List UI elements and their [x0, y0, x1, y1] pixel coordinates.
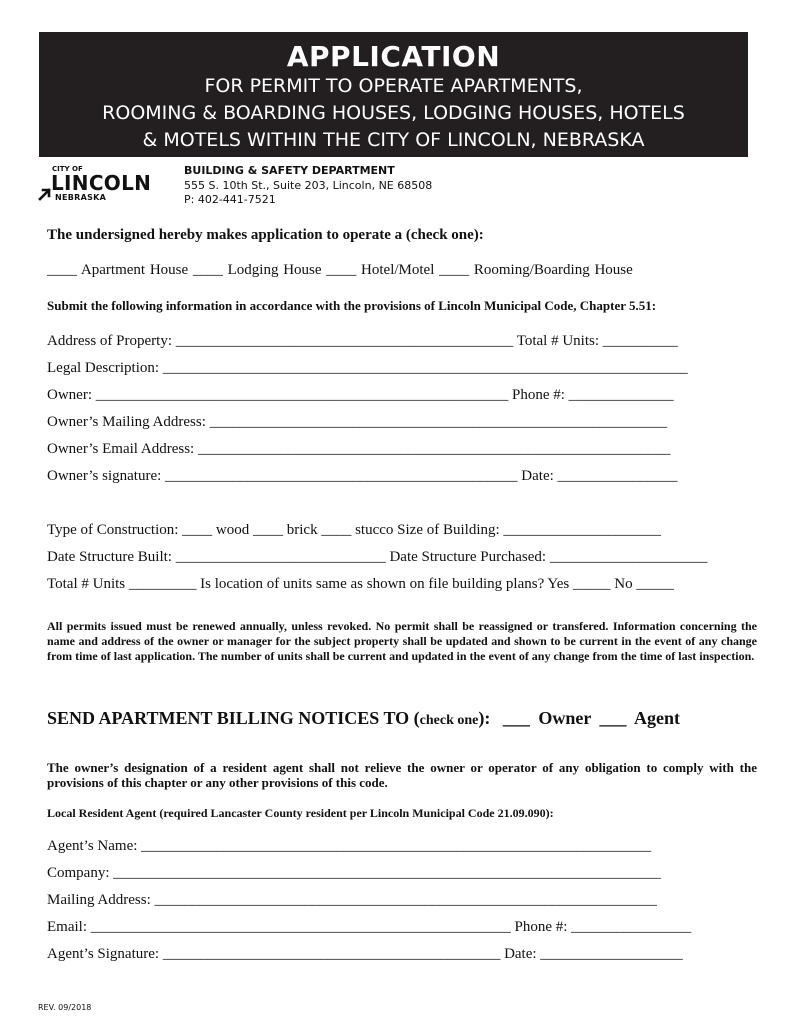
agent-signature-field[interactable]: Agent’s Signature: _____________________________________________ Date: ___________________ [47, 946, 683, 962]
local-agent-heading: Local Resident Agent (required Lancaster County resident per Lincoln Municipal Code 21.09.090): [47, 806, 554, 820]
department-info [184, 164, 432, 208]
form-subtitle-line2: ROOMING & BOARDING HOUSES, LODGING HOUSES, HOTELS [102, 102, 685, 124]
department-address: 555 S. 10th St., Suite 203, Lincoln, NE 68508 [184, 178, 433, 192]
revision-label: REV. 09/2018 [38, 1003, 92, 1012]
logo-lincoln: LINCOLN [51, 171, 152, 195]
renewal-notice: All permits issued must be renewed annually, unless revoked. No permit shall be reassigned or transfered. Information concerning the name and address of the owner or manager for the subject property shall be updated and shown to be current in the event of any change from time of last application. The number of units shall be current and updated in the event of any change from the time of last inspection. [47, 619, 757, 663]
intro-text: The undersigned hereby makes application to operate a (check one): [47, 227, 484, 243]
agent-name-field[interactable]: Agent’s Name: ____________________________________________________________________ [47, 838, 652, 854]
billing-options[interactable]: ___ Owner ___ Agent [502, 708, 681, 728]
owner-signature-field[interactable]: Owner’s signature: _______________________________________________ Date: ________________ [47, 468, 678, 484]
billing-prefix: SEND APARTMENT BILLING NOTICES TO ( [47, 708, 420, 728]
form-header [39, 32, 748, 157]
designation-notice: The owner’s designation of a resident agent shall not relieve the owner or operator of any obligation to comply with the provisions of this chapter or any other provisions of this code. [47, 760, 757, 790]
form-title: APPLICATION [286, 40, 501, 73]
billing-suffix: ): [478, 708, 491, 728]
billing-check: check one [419, 713, 479, 728]
owner-email-field[interactable]: Owner’s Email Address: _______________________________________________________________ [47, 441, 671, 457]
date-built-field[interactable]: Date Structure Built: ____________________________ Date Structure Purchased: _____________________ [47, 549, 708, 565]
city-logo [38, 165, 158, 207]
agent-mailing-field[interactable]: Mailing Address: ___________________________________________________________________ [47, 892, 657, 908]
logo-nebraska: NEBRASKA [55, 193, 107, 202]
owner-mailing-field[interactable]: Owner’s Mailing Address: _____________________________________________________________ [47, 414, 668, 430]
logo-city-of: CITY OF [52, 165, 83, 173]
agent-email-field[interactable]: Email: ________________________________________________________ Phone #: ________________ [47, 919, 692, 935]
form-subtitle-line1: FOR PERMIT TO OPERATE APARTMENTS, [204, 75, 583, 97]
property-type-options[interactable]: ____ Apartment House ____ Lodging House ____ Hotel/Motel ____ Rooming/Boarding House [47, 262, 633, 278]
logo-arrow-icon [38, 187, 52, 201]
department-name: BUILDING & SAFETY DEPARTMENT [184, 164, 395, 177]
legal-description-field[interactable]: Legal Description: ______________________________________________________________________ [47, 360, 688, 376]
construction-field[interactable]: Type of Construction: ____ wood ____ brick ____ stucco Size of Building: _____________________ [47, 522, 661, 538]
total-units-field[interactable]: Total # Units _________ Is location of units same as shown on file building plans? Yes _____ No _____ [47, 576, 674, 592]
billing-notice-line [47, 708, 680, 729]
department-phone: P: 402-441-7521 [184, 193, 276, 206]
submit-instructions: Submit the following information in accordance with the provisions of Lincoln Municipal Code, Chapter 5.51: [47, 298, 657, 313]
form-subtitle-line3: & MOTELS WITHIN THE CITY OF LINCOLN, NEBRASKA [142, 129, 645, 151]
owner-field[interactable]: Owner: _______________________________________________________ Phone #: ______________ [47, 387, 674, 403]
agent-company-field[interactable]: Company: _________________________________________________________________________ [47, 865, 661, 881]
address-field[interactable]: Address of Property: _____________________________________________ Total # Units: __________ [47, 333, 678, 349]
